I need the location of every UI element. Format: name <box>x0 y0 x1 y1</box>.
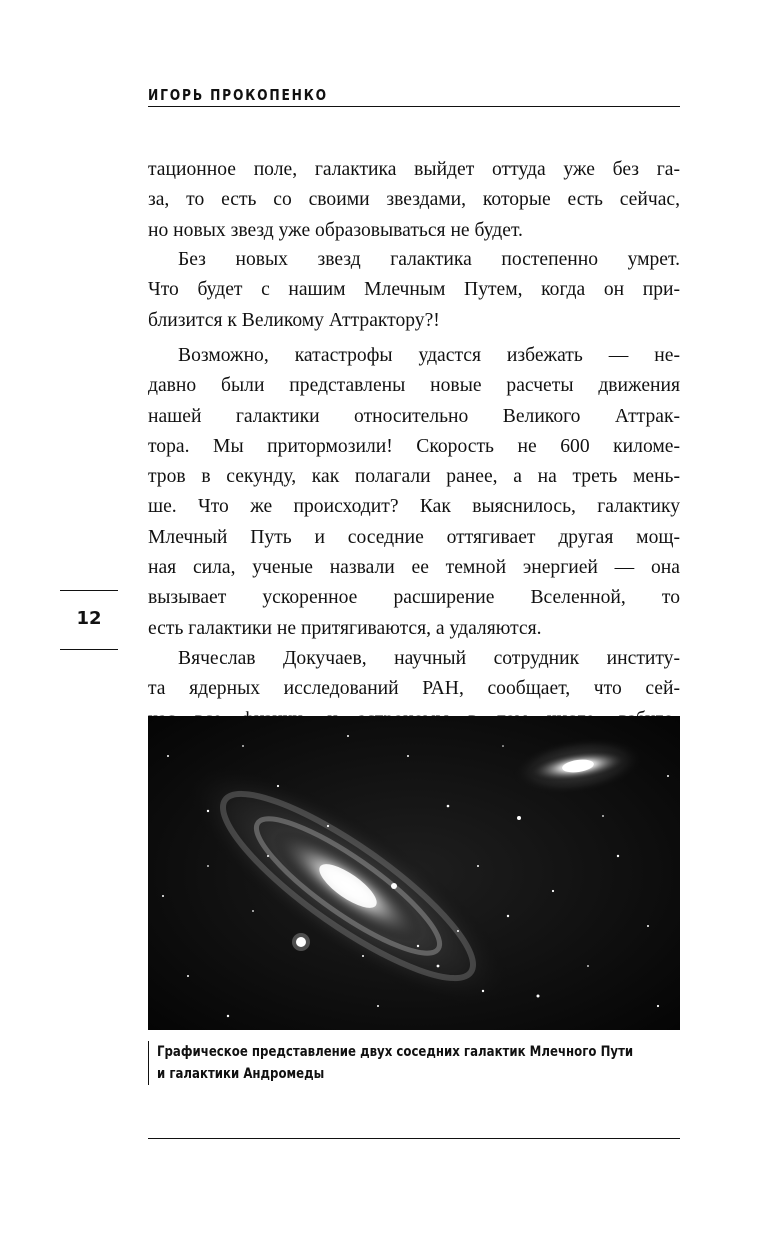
page-number-rule-top <box>60 590 118 591</box>
text-line: Вячеслав Докучаев, научный сотрудник институ- <box>178 647 680 669</box>
text-line: Возможно, катастрофы удастся избежать — не- <box>178 345 680 366</box>
paragraph-3 <box>148 341 680 735</box>
text-line: нашей галактики относительно Великого Аттрак- <box>148 405 680 427</box>
text-line: ше. Что же происходит? Как выяснилось, галактику <box>148 496 680 518</box>
caption-line: и галактики Андромеды <box>157 1066 325 1082</box>
text-line: тационное поле, галактика выйдет оттуда уже без га- <box>148 159 680 180</box>
text-line: есть галактики не притягиваются, а удаляются. <box>148 617 542 639</box>
text-line: Млечный Путь и соседние оттягивает другая мощ- <box>148 526 680 548</box>
paragraph-1 <box>148 155 680 246</box>
galaxy-image <box>148 716 680 1030</box>
caption-line: Графическое представление двух соседних галактик Млечного Пути <box>157 1044 634 1060</box>
text-line: та ядерных исследований РАН, сообщает, что сей- <box>148 678 680 700</box>
text-line: близится к Великому Аттрактору?! <box>148 309 440 331</box>
text-line: Без новых звезд галактика постепенно умрет. <box>178 249 680 270</box>
running-head-text: ИГОРЬ ПРОКОПЕНКО <box>148 86 328 104</box>
text-line: тора. Мы притормозили! Скорость не 600 киломе- <box>148 435 680 457</box>
paragraph-2 <box>148 245 680 336</box>
text-line: за, то есть со своими звездами, которые есть сейчас, <box>148 189 680 211</box>
text-line: вызывает ускоренное расширение Вселенной, то <box>148 587 680 609</box>
page-number-rule-bottom <box>60 649 118 650</box>
page-number: 12 <box>76 608 102 629</box>
text-line: тров в секунду, как полагали ранее, а на треть мень- <box>148 466 680 488</box>
text-line: ная сила, ученые назвали ее темной энергией — она <box>148 557 680 579</box>
bottom-rule <box>148 1138 680 1139</box>
running-head <box>148 84 680 107</box>
text-line: но новых звезд уже образовываться не будет. <box>148 219 523 241</box>
text-line: давно были представлены новые расчеты движения <box>148 375 680 397</box>
figure-caption <box>148 1041 680 1085</box>
galaxy-illustration <box>148 716 680 1030</box>
text-line: Что будет с нашим Млечным Путем, когда он при- <box>148 279 680 301</box>
